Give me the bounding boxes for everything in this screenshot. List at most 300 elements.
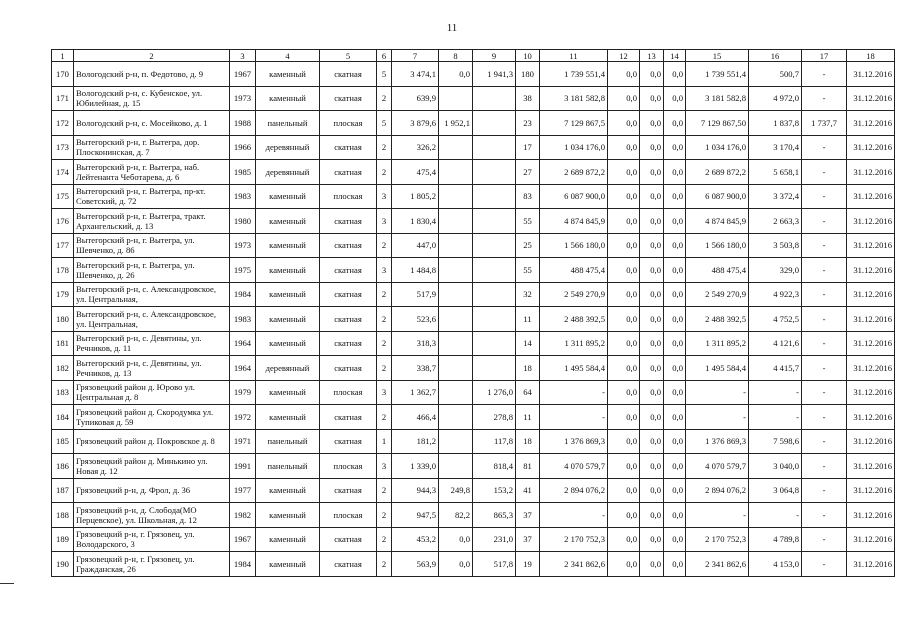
cost-per-sqm-cell: 4 972,0 [749,86,802,111]
total-area-cell: 3 879,6 [392,111,439,136]
cost-col13-cell: 0,0 [640,503,664,528]
total-area-cell: 947,5 [392,503,439,528]
value-col17-cell: - [802,331,847,356]
floors-cell: 2 [377,233,392,258]
cost-col12-cell: 0,0 [608,160,640,185]
area-col9-cell [473,307,516,332]
cost-per-sqm-cell: 3 372,4 [749,184,802,209]
area-col9-cell [473,86,516,111]
roof-type-cell: плоская [320,454,377,479]
address-cell: Грязовецкий район д. Покровское д. 8 [74,429,230,454]
column-header: 9 [473,50,516,62]
cost-col12-cell: 0,0 [608,454,640,479]
floors-cell: 3 [377,258,392,283]
table-row [52,111,895,136]
area-col8-cell [439,135,473,160]
floors-cell: 3 [377,209,392,234]
row-number-cell: 180 [52,307,74,332]
area-col8-cell [439,160,473,185]
wall-material-cell: каменный [256,233,320,258]
floors-cell: 5 [377,111,392,136]
residents-cell: 55 [516,209,540,234]
wall-material-cell: панельный [256,111,320,136]
residents-cell: 18 [516,429,540,454]
residents-cell: 180 [516,62,540,87]
value-col17-cell: - [802,503,847,528]
area-col9-cell [473,331,516,356]
deadline-cell: 31.12.2016 [847,429,895,454]
area-col8-cell [439,86,473,111]
column-header: 12 [608,50,640,62]
table-row [52,405,895,430]
column-header: 10 [516,50,540,62]
cost-col13-cell: 0,0 [640,184,664,209]
cost-col12-cell: 0,0 [608,429,640,454]
value-col17-cell: - [802,307,847,332]
cost-col15-cell: 3 181 582,8 [686,86,749,111]
column-header: 16 [749,50,802,62]
value-col17-cell: - [802,160,847,185]
cost-col15-cell: 1 376 869,3 [686,429,749,454]
cost-total-cell: 2 488 392,5 [540,307,608,332]
year-built-cell: 1983 [230,307,256,332]
roof-type-cell: скатная [320,62,377,87]
cost-col13-cell: 0,0 [640,380,664,405]
cost-total-cell: 2 549 270,9 [540,282,608,307]
year-built-cell: 1964 [230,356,256,381]
cost-total-cell: 1 376 869,3 [540,429,608,454]
area-col8-cell: 0,0 [439,527,473,552]
value-col17-cell: - [802,62,847,87]
value-col17-cell: - [802,86,847,111]
column-header: 11 [540,50,608,62]
residents-cell: 41 [516,478,540,503]
area-col9-cell [473,258,516,283]
year-built-cell: 1984 [230,282,256,307]
floors-cell: 1 [377,429,392,454]
table-row [52,209,895,234]
value-col17-cell: - [802,380,847,405]
cost-col14-cell: 0,0 [664,62,686,87]
roof-type-cell: плоская [320,380,377,405]
row-number-cell: 184 [52,405,74,430]
roof-type-cell: плоская [320,184,377,209]
cost-col15-cell: 2 689 872,2 [686,160,749,185]
address-cell: Вытегорский р-н, с. Александровское, ул. Центральная, [74,307,230,332]
deadline-cell: 31.12.2016 [847,111,895,136]
cost-col13-cell: 0,0 [640,160,664,185]
column-header: 4 [256,50,320,62]
roof-type-cell: скатная [320,552,377,577]
address-cell: Вытегорский р-н, г. Вытегра, тракт. Архангельский, д. 13 [74,209,230,234]
cost-col14-cell: 0,0 [664,454,686,479]
value-col17-cell: - [802,135,847,160]
cost-col14-cell: 0,0 [664,552,686,577]
address-cell: Грязовецкий район д. Юрово ул. Центральная д. 8 [74,380,230,405]
roof-type-cell: скатная [320,86,377,111]
total-area-cell: 447,0 [392,233,439,258]
residents-cell: 14 [516,331,540,356]
cost-col14-cell: 0,0 [664,160,686,185]
area-col8-cell [439,380,473,405]
row-number-cell: 177 [52,233,74,258]
year-built-cell: 1977 [230,478,256,503]
roof-type-cell: скатная [320,209,377,234]
cost-col13-cell: 0,0 [640,111,664,136]
cost-col14-cell: 0,0 [664,380,686,405]
floors-cell: 2 [377,160,392,185]
residents-cell: 83 [516,184,540,209]
total-area-cell: 1 484,8 [392,258,439,283]
cost-per-sqm-cell: 4 789,8 [749,527,802,552]
deadline-cell: 31.12.2016 [847,331,895,356]
area-col8-cell: 0,0 [439,552,473,577]
cost-per-sqm-cell: - [749,405,802,430]
row-number-cell: 189 [52,527,74,552]
value-col17-cell: - [802,209,847,234]
cost-col12-cell: 0,0 [608,356,640,381]
cost-col15-cell: 6 087 900,0 [686,184,749,209]
cost-col14-cell: 0,0 [664,429,686,454]
address-cell: Грязовецкий р-н, г. Грязовец, ул. Володарского, 3 [74,527,230,552]
table-row [52,160,895,185]
address-cell: Вологодский р-н, с. Кубенское, ул. Юбилейная, д. 15 [74,86,230,111]
cost-col13-cell: 0,0 [640,356,664,381]
cost-per-sqm-cell: 2 663,3 [749,209,802,234]
cost-col14-cell: 0,0 [664,478,686,503]
residents-cell: 25 [516,233,540,258]
deadline-cell: 31.12.2016 [847,552,895,577]
wall-material-cell: панельный [256,454,320,479]
cost-col13-cell: 0,0 [640,135,664,160]
area-col8-cell: 1 952,1 [439,111,473,136]
cost-total-cell: 1 311 895,2 [540,331,608,356]
address-cell: Вытегорский р-н, с. Девятины, ул. Речников, д. 11 [74,331,230,356]
year-built-cell: 1967 [230,527,256,552]
value-col17-cell: - [802,282,847,307]
column-header: 6 [377,50,392,62]
address-cell: Грязовецкий район д. Минькино ул. Новая д. 12 [74,454,230,479]
cost-per-sqm-cell: 4 415,7 [749,356,802,381]
wall-material-cell: панельный [256,429,320,454]
table-row [52,552,895,577]
cost-col12-cell: 0,0 [608,184,640,209]
total-area-cell: 326,2 [392,135,439,160]
year-built-cell: 1967 [230,62,256,87]
cost-col14-cell: 0,0 [664,527,686,552]
cost-total-cell: 7 129 867,5 [540,111,608,136]
roof-type-cell: скатная [320,135,377,160]
row-number-cell: 171 [52,86,74,111]
roof-type-cell: скатная [320,258,377,283]
total-area-cell: 475,4 [392,160,439,185]
cost-col13-cell: 0,0 [640,86,664,111]
residents-cell: 37 [516,503,540,528]
deadline-cell: 31.12.2016 [847,527,895,552]
cost-col14-cell: 0,0 [664,405,686,430]
total-area-cell: 338,7 [392,356,439,381]
address-cell: Вологодский р-н, с. Мосейково, д. 1 [74,111,230,136]
year-built-cell: 1983 [230,184,256,209]
wall-material-cell: каменный [256,380,320,405]
value-col17-cell: - [802,478,847,503]
cost-col15-cell: - [686,380,749,405]
roof-type-cell: плоская [320,503,377,528]
area-col9-cell: 153,2 [473,478,516,503]
floors-cell: 2 [377,282,392,307]
cost-col12-cell: 0,0 [608,380,640,405]
value-col17-cell: - [802,258,847,283]
roof-type-cell: скатная [320,331,377,356]
deadline-cell: 31.12.2016 [847,209,895,234]
address-cell: Вытегорский р-н, г. Вытегра, пр-кт. Советский, д. 72 [74,184,230,209]
cost-total-cell: - [540,380,608,405]
cost-total-cell: 1 034 176,0 [540,135,608,160]
row-number-cell: 175 [52,184,74,209]
value-col17-cell: - [802,233,847,258]
table-row [52,86,895,111]
cost-total-cell: 4 874 845,9 [540,209,608,234]
total-area-cell: 453,2 [392,527,439,552]
cost-col13-cell: 0,0 [640,478,664,503]
year-built-cell: 1980 [230,209,256,234]
row-number-cell: 187 [52,478,74,503]
column-header: 14 [664,50,686,62]
row-number-cell: 186 [52,454,74,479]
roof-type-cell: скатная [320,356,377,381]
area-col9-cell [473,160,516,185]
area-col8-cell [439,258,473,283]
total-area-cell: 318,3 [392,331,439,356]
cost-total-cell: - [540,405,608,430]
floors-cell: 3 [377,184,392,209]
address-cell: Грязовецкий р-н, д. Фрол, д. 36 [74,478,230,503]
area-col9-cell [473,135,516,160]
year-built-cell: 1973 [230,233,256,258]
wall-material-cell: каменный [256,307,320,332]
address-cell: Вытегорский р-н, с. Александровское, ул. Центральная, [74,282,230,307]
total-area-cell: 639,9 [392,86,439,111]
cost-col14-cell: 0,0 [664,503,686,528]
cost-col15-cell: 2 488 392,5 [686,307,749,332]
area-col9-cell [473,209,516,234]
wall-material-cell: каменный [256,209,320,234]
year-built-cell: 1971 [230,429,256,454]
residents-cell: 18 [516,356,540,381]
address-cell: Вологодский р-н, п. Федотово, д. 9 [74,62,230,87]
roof-type-cell: плоская [320,111,377,136]
cost-total-cell: 2 341 862,6 [540,552,608,577]
residents-cell: 11 [516,405,540,430]
cost-col15-cell: 2 341 862,6 [686,552,749,577]
cost-col12-cell: 0,0 [608,209,640,234]
total-area-cell: 1 805,2 [392,184,439,209]
cost-col13-cell: 0,0 [640,282,664,307]
cost-col15-cell: 2 894 076,2 [686,478,749,503]
address-cell: Вытегорский р-н, с. Девятины, ул. Речников, д. 13 [74,356,230,381]
cost-per-sqm-cell: 4 153,0 [749,552,802,577]
table-row [52,258,895,283]
deadline-cell: 31.12.2016 [847,454,895,479]
cost-total-cell: 3 181 582,8 [540,86,608,111]
cost-col12-cell: 0,0 [608,233,640,258]
address-cell: Вытегорский р-н, г. Вытегра, наб. Лейтенанта Чеботарева, д. 6 [74,160,230,185]
cost-col15-cell: 2 170 752,3 [686,527,749,552]
year-built-cell: 1973 [230,86,256,111]
cost-per-sqm-cell: 329,0 [749,258,802,283]
total-area-cell: 944,3 [392,478,439,503]
deadline-cell: 31.12.2016 [847,380,895,405]
table-body [52,62,895,577]
cost-col14-cell: 0,0 [664,86,686,111]
column-number-row [52,50,895,62]
table-row [52,356,895,381]
address-cell: Вытегорский р-н, г. Вытегра, дор. Плосконинская, д. 7 [74,135,230,160]
table-row [52,62,895,87]
deadline-cell: 31.12.2016 [847,184,895,209]
floors-cell: 2 [377,478,392,503]
cost-per-sqm-cell: 4 922,3 [749,282,802,307]
area-col8-cell [439,405,473,430]
area-col9-cell [473,282,516,307]
residents-cell: 38 [516,86,540,111]
cost-total-cell: 2 170 752,3 [540,527,608,552]
floors-cell: 3 [377,380,392,405]
wall-material-cell: деревянный [256,135,320,160]
year-built-cell: 1982 [230,503,256,528]
cost-col12-cell: 0,0 [608,135,640,160]
row-number-cell: 183 [52,380,74,405]
cost-total-cell: 1 739 551,4 [540,62,608,87]
cost-col14-cell: 0,0 [664,331,686,356]
table-row [52,282,895,307]
year-built-cell: 1991 [230,454,256,479]
year-built-cell: 1984 [230,552,256,577]
cost-col14-cell: 0,0 [664,209,686,234]
area-col9-cell: 865,3 [473,503,516,528]
table-row [52,307,895,332]
roof-type-cell: скатная [320,429,377,454]
row-number-cell: 185 [52,429,74,454]
table-row [52,135,895,160]
table-row [52,478,895,503]
row-number-cell: 182 [52,356,74,381]
cost-per-sqm-cell: - [749,503,802,528]
cost-total-cell: 6 087 900,0 [540,184,608,209]
area-col9-cell: 517,8 [473,552,516,577]
value-col17-cell: - [802,405,847,430]
cost-per-sqm-cell: 1 837,8 [749,111,802,136]
total-area-cell: 3 474,1 [392,62,439,87]
wall-material-cell: каменный [256,405,320,430]
area-col9-cell: 818,4 [473,454,516,479]
column-header: 7 [392,50,439,62]
area-col8-cell [439,429,473,454]
area-col8-cell [439,307,473,332]
residents-cell: 19 [516,552,540,577]
area-col8-cell [439,184,473,209]
cost-total-cell: 1 495 584,4 [540,356,608,381]
deadline-cell: 31.12.2016 [847,282,895,307]
area-col8-cell [439,331,473,356]
column-header: 18 [847,50,895,62]
cost-col15-cell: 4 070 579,7 [686,454,749,479]
residents-cell: 37 [516,527,540,552]
year-built-cell: 1972 [230,405,256,430]
total-area-cell: 523,6 [392,307,439,332]
cost-col15-cell: 7 129 867,50 [686,111,749,136]
deadline-cell: 31.12.2016 [847,135,895,160]
cost-col15-cell: - [686,405,749,430]
deadline-cell: 31.12.2016 [847,478,895,503]
cost-per-sqm-cell: - [749,380,802,405]
deadline-cell: 31.12.2016 [847,62,895,87]
cost-col13-cell: 0,0 [640,258,664,283]
table-row [52,331,895,356]
year-built-cell: 1964 [230,331,256,356]
cost-col13-cell: 0,0 [640,62,664,87]
row-number-cell: 181 [52,331,74,356]
area-col8-cell [439,282,473,307]
cost-per-sqm-cell: 3 503,8 [749,233,802,258]
cost-col14-cell: 0,0 [664,307,686,332]
roof-type-cell: скатная [320,527,377,552]
cost-col15-cell: 1 495 584,4 [686,356,749,381]
cost-total-cell: 4 070 579,7 [540,454,608,479]
floors-cell: 5 [377,62,392,87]
cost-total-cell: 1 566 180,0 [540,233,608,258]
total-area-cell: 563,9 [392,552,439,577]
cost-col13-cell: 0,0 [640,429,664,454]
cost-col12-cell: 0,0 [608,86,640,111]
roof-type-cell: скатная [320,405,377,430]
deadline-cell: 31.12.2016 [847,503,895,528]
area-col9-cell: 278,8 [473,405,516,430]
column-header: 8 [439,50,473,62]
cost-col15-cell: - [686,503,749,528]
cost-col13-cell: 0,0 [640,552,664,577]
cost-total-cell: - [540,503,608,528]
area-col9-cell [473,356,516,381]
table-row [52,429,895,454]
row-number-cell: 173 [52,135,74,160]
cost-col15-cell: 1 739 551,4 [686,62,749,87]
table-row [52,503,895,528]
cost-per-sqm-cell: 4 121,6 [749,331,802,356]
row-number-cell: 179 [52,282,74,307]
cost-col13-cell: 0,0 [640,331,664,356]
cost-col14-cell: 0,0 [664,258,686,283]
cost-col14-cell: 0,0 [664,282,686,307]
table-row [52,380,895,405]
cost-col14-cell: 0,0 [664,356,686,381]
residents-cell: 11 [516,307,540,332]
residents-cell: 27 [516,160,540,185]
cost-col13-cell: 0,0 [640,405,664,430]
cost-col12-cell: 0,0 [608,405,640,430]
roof-type-cell: скатная [320,160,377,185]
cost-col15-cell: 1 566 180,0 [686,233,749,258]
deadline-cell: 31.12.2016 [847,405,895,430]
floors-cell: 2 [377,552,392,577]
area-col8-cell [439,356,473,381]
floors-cell: 2 [377,331,392,356]
housing-repair-table [51,49,895,577]
total-area-cell: 517,9 [392,282,439,307]
value-col17-cell: - [802,527,847,552]
value-col17-cell: 1 737,7 [802,111,847,136]
area-col9-cell [473,233,516,258]
